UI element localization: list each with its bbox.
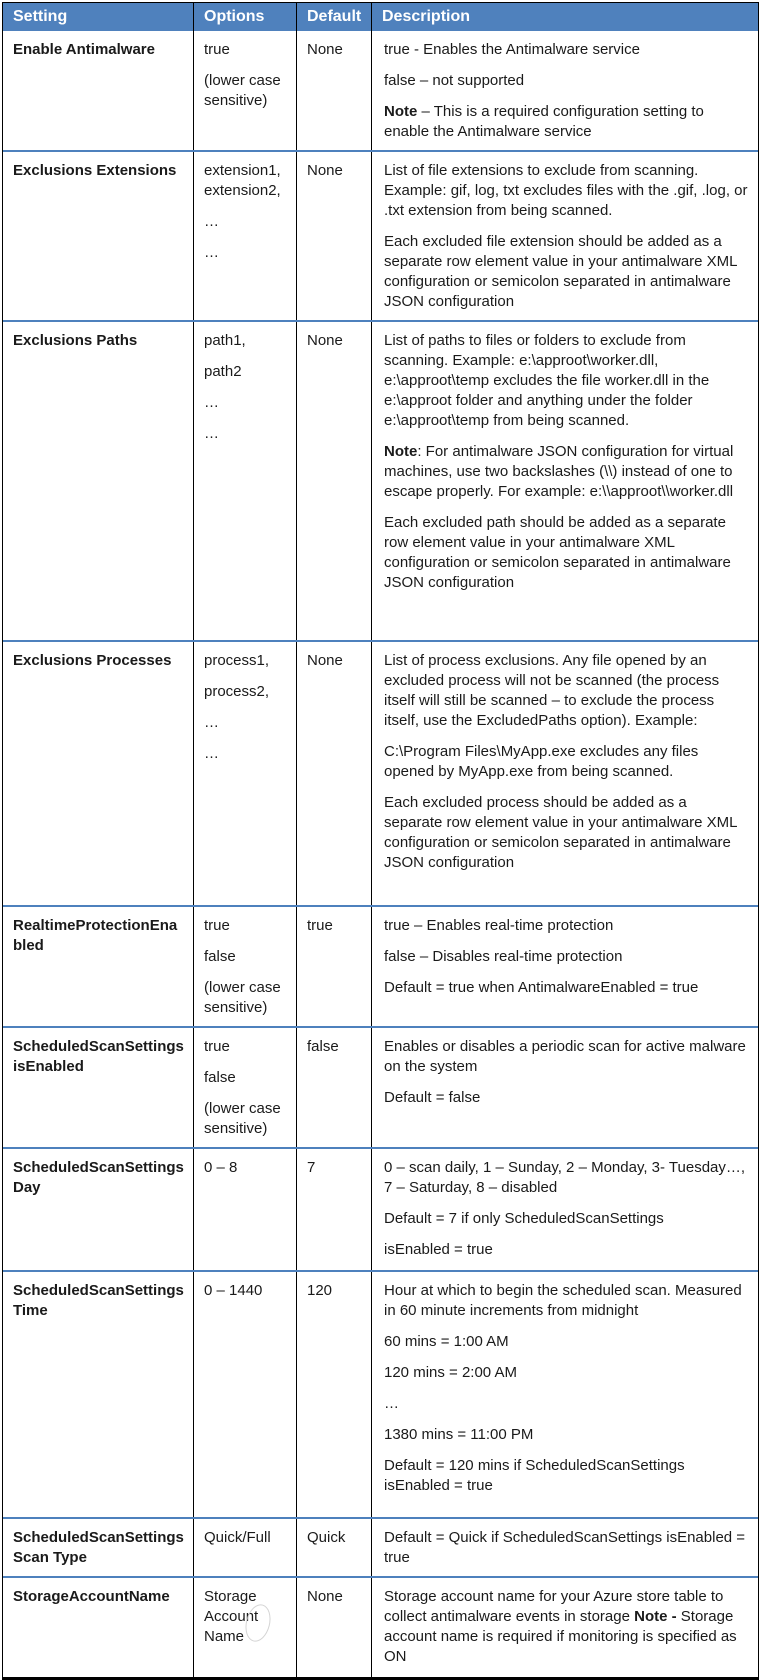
options-cell: true false (lower case sensitive) xyxy=(193,1028,296,1147)
options-cell: 0 – 1440 xyxy=(193,1272,296,1517)
default-cell: None xyxy=(296,1578,371,1677)
options-cell: Quick/Full xyxy=(193,1519,296,1576)
setting-cell: Exclusions Processes xyxy=(13,652,172,669)
setting-cell: ScheduledScanSettings Day xyxy=(13,1159,184,1196)
table-row xyxy=(3,905,758,1026)
setting-cell: Exclusions Extensions xyxy=(13,162,177,179)
options-cell: true (lower case sensitive) xyxy=(193,31,296,150)
description-cell: List of paths to files or folders to exclude from scanning. Example: e:\approot\worker.dll, e:\approot\temp excludes the file worker.dll in the e:\approot folder and anything under the folder e:\approot\temp from being scanned. Note: For antimalware JSON configuration for virtual machines, use two backslashes (\\) instead of one to escape properly. For example: e:\\approot\\worker.dll Each excluded path should be added as a separate row element value in your antimalware XML configuration or semicolon separated in antimalware JSON configuration xyxy=(371,322,758,640)
table-row xyxy=(3,1576,758,1677)
table-body xyxy=(3,31,758,1677)
options-cell: path1, path2 … … xyxy=(193,322,296,640)
default-cell: None xyxy=(296,152,371,320)
column-header-default: Default xyxy=(296,3,371,31)
setting-cell: Enable Antimalware xyxy=(13,41,155,58)
table-row xyxy=(3,1517,758,1576)
table-row xyxy=(3,1147,758,1270)
column-header-options: Options xyxy=(193,3,296,31)
options-cell: Storage Account Name xyxy=(193,1578,296,1677)
description-cell: Hour at which to begin the scheduled scan. Measured in 60 minute increments from midnight 60 mins = 1:00 AM 120 mins = 2:00 AM … 1380 mins = 11:00 PM Default = 120 mins if ScheduledScanSettings isEnabled = true xyxy=(371,1272,758,1517)
column-header-setting: Setting xyxy=(13,8,68,25)
description-cell: 0 – scan daily, 1 – Sunday, 2 – Monday, 3- Tuesday…, 7 – Saturday, 8 – disabled Default = 7 if only ScheduledScanSettings isEnabled = true xyxy=(371,1149,758,1270)
default-cell: None xyxy=(296,31,371,150)
default-cell: true xyxy=(296,907,371,1026)
table-row xyxy=(3,1026,758,1147)
default-cell: None xyxy=(296,322,371,640)
description-cell: true – Enables real-time protection false – Disables real-time protection Default = true when AntimalwareEnabled = true xyxy=(371,907,758,1026)
default-cell: 120 xyxy=(296,1272,371,1517)
table-header-row xyxy=(3,3,758,31)
options-cell: true false (lower case sensitive) xyxy=(193,907,296,1026)
default-cell: 7 xyxy=(296,1149,371,1270)
table-row xyxy=(3,150,758,320)
table-row xyxy=(3,1270,758,1517)
description-cell: true - Enables the Antimalware service false – not supported Note – This is a required configuration setting to enable the Antimalware service xyxy=(371,31,758,150)
setting-cell: RealtimeProtectionEnabled xyxy=(13,917,178,954)
description-cell: List of file extensions to exclude from scanning. Example: gif, log, txt excludes files with the .gif, .log, or .txt extension from being scanned. Each excluded file extension should be added as a separate row element value in your antimalware XML configuration or semicolon separated in antimalware JSON configuration xyxy=(371,152,758,320)
description-cell: Storage account name for your Azure store table to collect antimalware events in storage Note - Storage account name is required if monitoring is specified as ON xyxy=(371,1578,758,1677)
options-cell: 0 – 8 xyxy=(193,1149,296,1270)
column-header-description: Description xyxy=(371,3,758,31)
table-row xyxy=(3,640,758,905)
setting-cell: Exclusions Paths xyxy=(13,332,138,349)
antimalware-settings-table xyxy=(2,2,759,1680)
table-row xyxy=(3,31,758,150)
setting-cell: ScheduledScanSettings Scan Type xyxy=(13,1529,184,1566)
description-cell: Default = Quick if ScheduledScanSettings isEnabled = true xyxy=(371,1519,758,1576)
table-row xyxy=(3,320,758,640)
default-cell: None xyxy=(296,642,371,905)
setting-cell: ScheduledScanSettings Time xyxy=(13,1282,184,1319)
description-cell: List of process exclusions. Any file opened by an excluded process will not be scanned (the process itself will still be scanned – to exclude the process itself, use the ExcludedPaths option). Example: C:\Program Files\MyApp.exe excludes any files opened by MyApp.exe from being scanned. Each excluded process should be added as a separate row element value in your antimalware XML configuration or semicolon separated in antimalware JSON configuration xyxy=(371,642,758,905)
options-cell: process1, process2, … … xyxy=(193,642,296,905)
default-cell: Quick xyxy=(296,1519,371,1576)
description-cell: Enables or disables a periodic scan for active malware on the system Default = false xyxy=(371,1028,758,1147)
default-cell: false xyxy=(296,1028,371,1147)
setting-cell: StorageAccountName xyxy=(13,1588,170,1605)
options-cell: extension1, extension2, … … xyxy=(193,152,296,320)
setting-cell: ScheduledScanSettings isEnabled xyxy=(13,1038,184,1075)
document-page xyxy=(0,2,760,1680)
